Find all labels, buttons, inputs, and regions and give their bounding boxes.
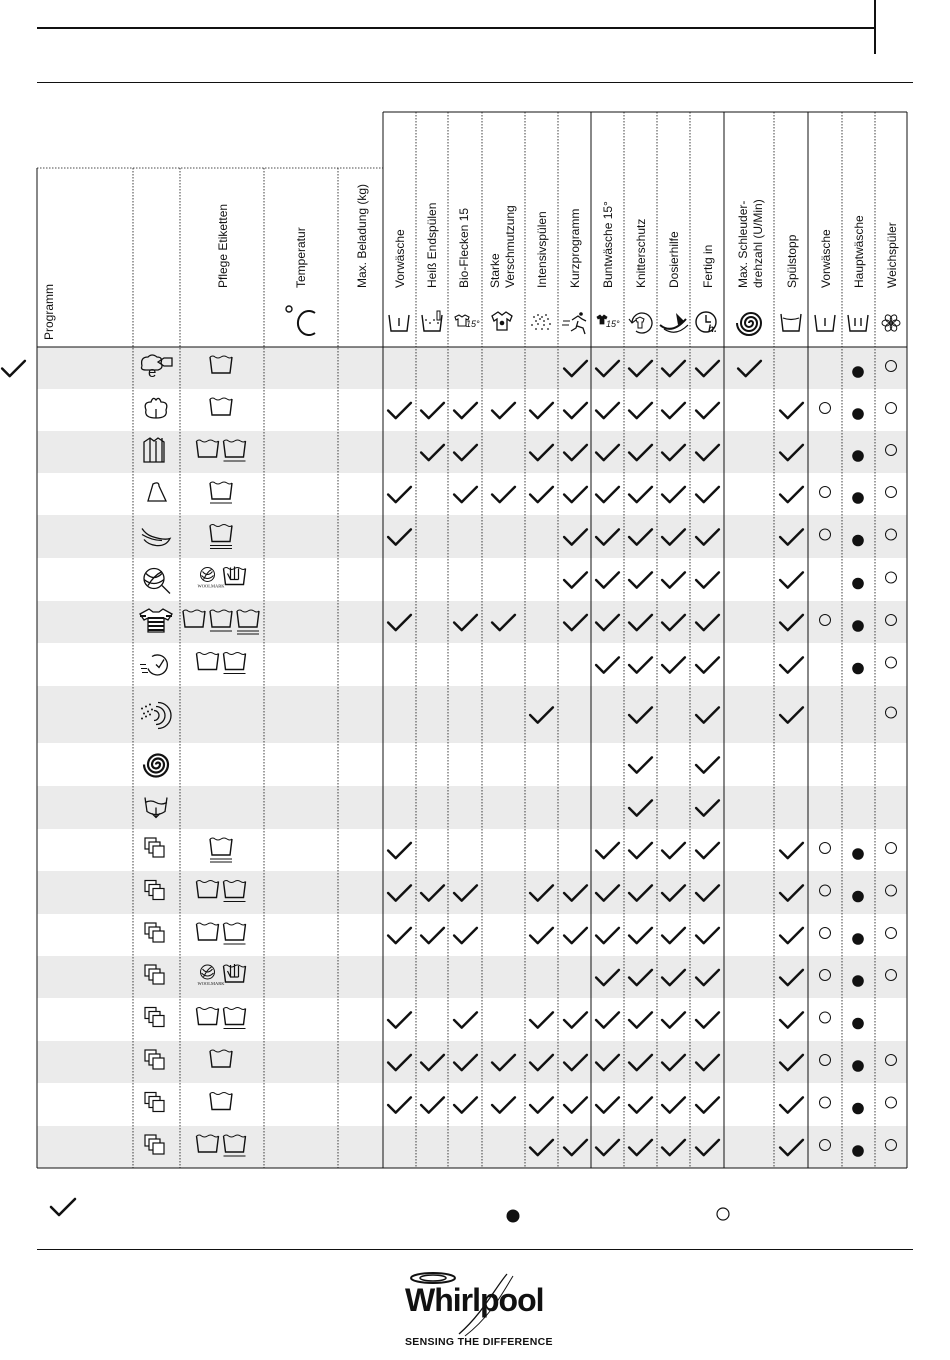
finish-in-clock-icon (696, 312, 717, 335)
filled-dot-icon (852, 1145, 864, 1157)
hot-rinse-icon (422, 311, 442, 331)
check-icon (492, 1097, 515, 1112)
check-icon (780, 403, 803, 418)
legend-open-circle-icon (715, 1206, 731, 1222)
check-icon (780, 1097, 803, 1112)
row-band (37, 431, 907, 473)
check-icon (596, 1097, 619, 1112)
open-circle-icon (886, 657, 897, 668)
filled-dot-icon (852, 891, 864, 903)
memory-program-icon (145, 838, 164, 857)
tub-plain-icon (197, 923, 219, 940)
prewash-tub-icon (389, 315, 409, 331)
spin-spiral-icon (144, 755, 168, 777)
check-icon (421, 1097, 444, 1112)
check-icon (530, 928, 553, 943)
check-icon (629, 843, 652, 858)
compartment-2-icon (848, 315, 868, 331)
header-dosier: Dosierhilfe (667, 231, 681, 288)
check-icon (596, 843, 619, 858)
header-schleuder-1: Max. Schleuder- (736, 200, 750, 288)
tub-double-line-icon (210, 838, 232, 862)
check-icon (696, 757, 719, 772)
check-icon (530, 403, 553, 418)
row-band (37, 601, 907, 643)
bio-stain-15-icon (455, 315, 480, 329)
filled-dot-icon (852, 975, 864, 987)
check-icon (662, 657, 685, 672)
filled-dot-icon (852, 620, 864, 632)
whirlpool-logo (395, 1268, 555, 1353)
check-icon (662, 487, 685, 502)
check-icon (629, 928, 652, 943)
check-icon (696, 403, 719, 418)
check-icon (454, 928, 477, 943)
synthetic-icon (148, 483, 166, 501)
memory-program-icon (145, 1008, 164, 1027)
svg-text:WOOLMARK: WOOLMARK (197, 583, 225, 589)
tub-line-icon (224, 653, 246, 674)
open-circle-icon (820, 403, 831, 414)
tub-line-icon (224, 923, 246, 944)
intensive-rinse-icon (531, 314, 551, 330)
check-icon (388, 487, 411, 502)
check-icon (696, 1097, 719, 1112)
header-kurz: Kurzprogramm (568, 208, 582, 288)
open-circle-icon (820, 1097, 831, 1108)
filled-dot-icon (852, 535, 864, 547)
quick-runner-icon (562, 312, 586, 334)
check-icon (696, 1012, 719, 1027)
open-circle-icon (820, 1012, 831, 1023)
check-icon (629, 1097, 652, 1112)
header-starke-1: Starke (488, 253, 502, 288)
check-icon (596, 572, 619, 587)
filled-dot-icon (852, 663, 864, 675)
check-icon (629, 487, 652, 502)
check-icon (696, 487, 719, 502)
filled-dot-icon (852, 408, 864, 420)
check-icon (530, 1012, 553, 1027)
header-fertig: Fertig in (701, 244, 715, 288)
colour-15-icon (597, 315, 620, 329)
open-circle-icon (886, 572, 897, 583)
check-icon (421, 928, 444, 943)
memory-program-icon (145, 923, 164, 942)
compartment-1-icon (815, 315, 835, 331)
filled-dot-icon (852, 492, 864, 504)
spin-spiral-icon (737, 313, 761, 335)
row-band (37, 956, 907, 998)
header-spuelstopp: Spülstopp (785, 234, 799, 288)
check-icon (662, 403, 685, 418)
check-icon (564, 403, 587, 418)
table-row (388, 928, 896, 945)
brand-name: Whirlpool (405, 1282, 544, 1318)
anti-crease-icon (629, 313, 652, 333)
check-icon (2, 361, 25, 376)
filled-dot-icon (852, 848, 864, 860)
header-bio: Bio-Flecken 15 (457, 207, 471, 288)
tub-plain-icon (210, 398, 232, 415)
check-icon (780, 843, 803, 858)
footer-rule (37, 1249, 913, 1250)
filled-dot-icon (852, 1018, 864, 1030)
check-icon (564, 487, 587, 502)
filled-dot-icon (852, 450, 864, 462)
legend-check-icon (48, 1196, 78, 1218)
wool-ball-icon (144, 569, 170, 594)
header-starke-2: Verschmutzung (503, 205, 517, 288)
open-circle-icon (886, 928, 897, 939)
check-icon (629, 757, 652, 772)
check-icon (564, 572, 587, 587)
header-beladung: Max. Beladung (kg) (355, 183, 369, 288)
check-icon (596, 1012, 619, 1027)
row-band (37, 515, 907, 558)
tub-line-icon (210, 482, 232, 503)
check-icon (388, 928, 411, 943)
check-icon (388, 1012, 411, 1027)
svg-text:15°: 15° (606, 319, 620, 329)
header-dose-haupt: Hauptwäsche (852, 215, 866, 288)
legend-filled-dot-icon (505, 1208, 521, 1224)
header-temperatur: Temperatur (294, 227, 308, 288)
tub-plain-icon (210, 1093, 232, 1110)
check-icon (454, 1012, 477, 1027)
tub-plain-icon (197, 1008, 219, 1025)
check-icon (421, 403, 444, 418)
row-band (37, 871, 907, 914)
open-circle-icon (886, 1097, 897, 1108)
check-icon (596, 928, 619, 943)
check-icon (596, 657, 619, 672)
header-heiss: Heiß Endspülen (425, 202, 439, 288)
check-icon (662, 1012, 685, 1027)
filled-dot-icon (852, 578, 864, 590)
header-bunt: Buntwäsche 15° (601, 201, 615, 288)
row-band (37, 786, 907, 829)
filled-dot-icon (852, 1103, 864, 1115)
check-icon (629, 1012, 652, 1027)
check-icon (780, 657, 803, 672)
svg-text:15°: 15° (466, 319, 480, 329)
header-intensiv: Intensivspülen (535, 211, 549, 288)
check-icon (662, 843, 685, 858)
row-bands (37, 347, 907, 1168)
check-icon (564, 1012, 587, 1027)
table-row (388, 487, 896, 504)
table-row (629, 757, 719, 772)
table-row (564, 572, 896, 589)
check-icon (629, 572, 652, 587)
table-cells (2, 355, 896, 1157)
table-row (388, 1097, 896, 1114)
row-band (37, 1041, 907, 1083)
check-icon (492, 487, 515, 502)
table-row (388, 843, 896, 860)
header-knitter: Knitterschutz (634, 218, 648, 288)
check-icon (596, 403, 619, 418)
filled-dot-icon (852, 366, 864, 378)
svg-text:e: e (148, 364, 157, 381)
check-icon (780, 487, 803, 502)
check-icon (662, 928, 685, 943)
table-row (388, 1012, 864, 1029)
open-circle-icon (886, 487, 897, 498)
check-icon (662, 572, 685, 587)
celsius-icon (286, 306, 315, 335)
check-icon (696, 928, 719, 943)
header-dose-weich: Weichspüler (885, 222, 899, 288)
brand-tagline: SENSING THE DIFFERENCE (405, 1336, 553, 1348)
tub-plain-icon (197, 653, 219, 670)
header-programm: Programm (42, 283, 56, 340)
header-pflege: Pflege Etiketten (216, 203, 230, 288)
check-icon (530, 487, 553, 502)
check-icon (454, 487, 477, 502)
quick-clock-icon (140, 655, 167, 675)
check-icon (596, 487, 619, 502)
check-icon (780, 572, 803, 587)
open-circle-icon (886, 843, 897, 854)
open-circle-icon (820, 487, 831, 498)
svg-text:WOOLMARK: WOOLMARK (197, 981, 225, 986)
check-icon (662, 1097, 685, 1112)
tub-line-icon (224, 1008, 246, 1029)
check-icon (564, 928, 587, 943)
check-icon (388, 843, 411, 858)
row-band (37, 686, 907, 743)
row-band (37, 1126, 907, 1168)
table-row (388, 403, 896, 420)
header-schleuder-2: drehzahl (U/Min) (751, 199, 765, 288)
open-circle-icon (820, 843, 831, 854)
check-icon (388, 403, 411, 418)
open-circle-icon (820, 928, 831, 939)
check-icon (696, 572, 719, 587)
softener-flower-icon (882, 314, 900, 333)
check-icon (454, 403, 477, 418)
table-row (596, 657, 896, 674)
column-headers (42, 184, 899, 340)
check-icon (388, 1097, 411, 1112)
check-icon (629, 403, 652, 418)
woolmark-icon (198, 568, 226, 589)
check-icon (454, 1097, 477, 1112)
check-icon (780, 928, 803, 943)
memory-program-icon (145, 1093, 164, 1112)
check-icon (696, 843, 719, 858)
svg-text:h.: h. (708, 324, 717, 335)
heavy-soil-shirt-icon (492, 312, 512, 330)
open-circle-icon (886, 403, 897, 414)
rinse-hold-tub-icon (781, 314, 801, 331)
check-icon (530, 1097, 553, 1112)
header-vorwaesche: Vorwäsche (393, 229, 407, 288)
check-icon (629, 657, 652, 672)
check-icon (492, 403, 515, 418)
tub-hand-icon (224, 567, 246, 585)
filled-dot-icon (852, 1060, 864, 1072)
filled-dot-icon (852, 933, 864, 945)
row-band (37, 347, 907, 389)
check-icon (780, 1012, 803, 1027)
cotton-flower-icon (145, 398, 167, 418)
dosage-icon (660, 313, 688, 332)
header-dose-vor: Vorwäsche (819, 229, 833, 288)
check-icon (696, 657, 719, 672)
check-icon (564, 1097, 587, 1112)
